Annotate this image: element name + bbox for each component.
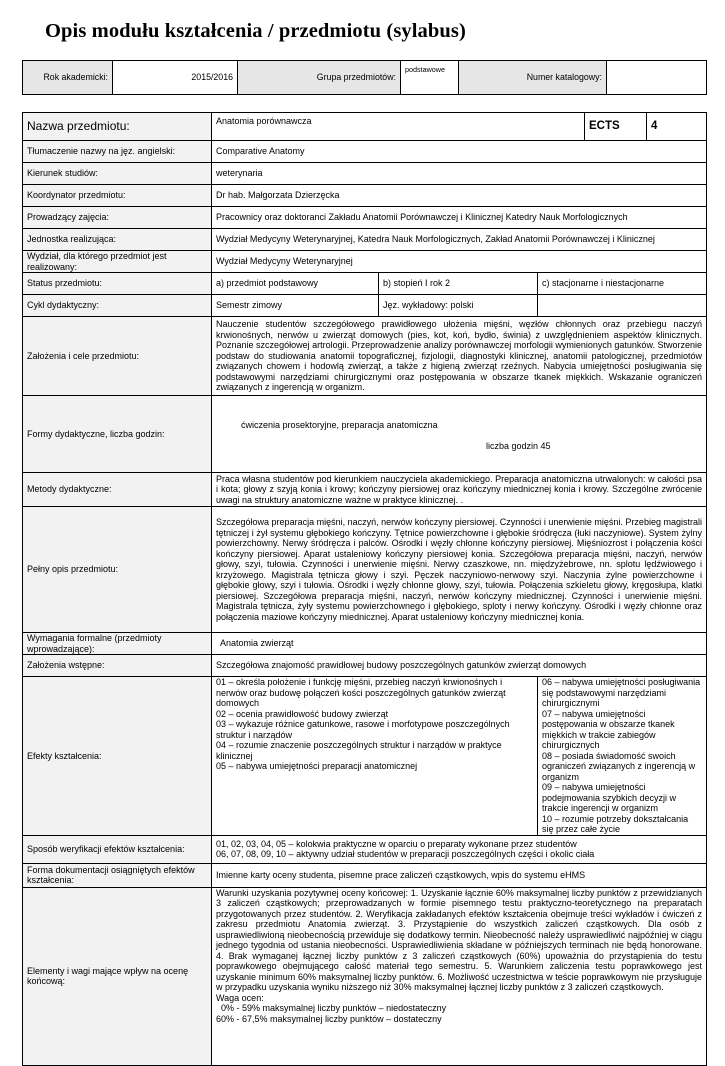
header-table (22, 60, 707, 95)
syllabus-table (22, 112, 707, 1066)
efekt-05: 05 – nabywa umiejętności preparacji anatomicznej (216, 761, 418, 771)
zalozenia-value: Nauczenie studentów szczegółowego prawidłowego ułożenia mięśni, węzłów chłonnych oraz przebiegu naczyń krwionośnych, nerwów u zwierząt domowych (pies, kot, koń, bydło, świnia) z uwzględnieniem aspektów klinicznych. Poznanie szczegółowej artrologii. Przeprowadzenie analizy porównawczej morfologii wymienionych gatunków. Stworzenie podstaw do studiowania anatomii topograficznej, fizjologii, diagnostyki klinicznej, anatomii patologicznej, przedmiotów związanych chowem i hodowlą zwierząt, a także z higieną zwierząt rzeźnych. Nabycia umiejętności posługiwania się podstawowymi narzędziami chirurgicznymi oraz postępowania w obszarze tkanek miękkich. Wskazanie ograniczeń związanych z ingerencją w organizm. (212, 317, 707, 396)
status-c: c) stacjonarne i niestacjonarne (538, 273, 707, 295)
ects-label: ECTS (585, 113, 647, 141)
nazwa-value: Anatomia porównawcza (212, 113, 585, 141)
forma-value: Imienne karty oceny studenta, pisemne prace zaliczeń cząstkowych, wpis do systemu eHMS (212, 863, 707, 887)
koordynator-value: Dr hab. Małgorzata Dzierzęcka (212, 185, 707, 207)
numer-value (607, 61, 707, 95)
formy-cell (212, 396, 707, 473)
sposob-line-2: 06, 07, 08, 09, 10 – aktywny udział studentów w preparacji poszczególnych części i okolic ciała (216, 849, 595, 859)
efekt-01: 01 – określa położenie i funkcję mięśni, przebieg naczyń krwionośnych i nerwów oraz budowę połączeń kości poszczególnych gatunków zwierząt domowych (216, 677, 506, 708)
metody-value: Praca własna studentów pod kierunkiem nauczyciela akademickiego. Preparacja anatomiczna utrwalonych: w całości psa i kota; głowy z szyją konia i krowy; kończyny piersiowej oraz kończyny miednicznej konia i krowy. Szczególne zwrócenie uwagi na struktury anatomiczne ważne w praktyce klinicznej. . (212, 473, 707, 507)
ects-value: 4 (647, 113, 707, 141)
koordynator-label: Koordynator przedmiotu: (23, 185, 212, 207)
cykl-value: Semestr zimowy (212, 295, 379, 317)
efekt-07: 07 – nabywa umiejętności postępowania w obszarze tkanek miękkich w trakcie zabiegów chirurgicznych (542, 708, 675, 750)
kierunek-label: Kierunek studiów: (23, 163, 212, 185)
formy-value: ćwiczenia prosektoryjne, preparacja anatomiczna (241, 420, 438, 430)
efekt-06: 06 – nabywa umiejętności posługiwania się podstawowymi narzędziami chirurgicznymi (542, 677, 701, 708)
sposob-line-1: 01, 02, 03, 04, 05 – kolokwia praktyczne w oparciu o preparaty wykonane przez studentów (216, 838, 577, 849)
wstepne-label: Założenia wstępne: (23, 655, 212, 677)
efekt-09: 09 – nabywa umiejętności podejmowania szybkich decyzji w trakcie ingerencji w organizm (542, 782, 677, 813)
efekt-02: 02 – ocenia prawidłowość budowy zwierząt (216, 708, 389, 719)
status-a: a) przedmiot podstawowy (212, 273, 379, 295)
efekt-08: 08 – posiada świadomość swoich ograniczeń związanych z ingerencją w organizm (542, 750, 696, 782)
numer-label: Numer katalogowy: (459, 61, 607, 95)
jednostka-value: Wydział Medycyny Weterynaryjnej, Katedra Nauk Morfologicznych, Zakład Anatomii Porównawczej i Klinicznej (212, 229, 707, 251)
efekt-03: 03 – wykazuje różnice gatunkowe, rasowe i morfotypowe poszczególnych struktur i narządów (216, 719, 510, 740)
pelny-label: Pełny opis przedmiotu: (23, 507, 212, 633)
cykl-label: Cykl dydaktyczny: (23, 295, 212, 317)
nazwa-label: Nazwa przedmiotu: (23, 113, 212, 141)
efekty-right-cell (538, 677, 707, 836)
prowadzacy-label: Prowadzący zajęcia: (23, 207, 212, 229)
waga-1: 0% - 59% maksymalnej liczby punktów – niedostateczny (216, 1003, 447, 1013)
jednostka-label: Jednostka realizująca: (23, 229, 212, 251)
metody-label: Metody dydaktyczne: (23, 473, 212, 507)
jezyk-value: Jęz. wykładowy: polski (379, 295, 538, 317)
rok-value: 2015/2016 (113, 61, 238, 95)
sposob-label: Sposób weryfikacji efektów kształcenia: (23, 835, 212, 863)
formy-godziny: liczba godzin 45 (486, 440, 551, 451)
efekt-10: 10 – rozumie potrzeby dokształcania się przez całe życie (542, 813, 689, 834)
zalozenia-label: Założenia i cele przedmiotu: (23, 317, 212, 396)
grupa-value: podstawowe (401, 61, 459, 95)
elementy-cell (212, 887, 707, 1065)
efekty-label: Efekty kształcenia: (23, 677, 212, 836)
wymagania-label: Wymagania formalne (przedmioty wprowadzające): (23, 633, 212, 655)
rok-label: Rok akademicki: (23, 61, 113, 95)
page-title: Opis modułu kształcenia / przedmiotu (sylabus) (45, 20, 466, 42)
elementy-value: Warunki uzyskania pozytywnej oceny końcowej: 1. Uzyskanie łącznie 60% maksymalnej liczby punktów z przewidzianych 3 zaliczeń cząstkowych; przeprowadzanych w formie pisemnego testu praktyczno-teoretycznego na preparatach przygotowanych przez studentów. 2. Weryfikacja zakładanych efektów kształcenia obejmuje treści wykładów i ćwiczeń z zakresu przedmiotu Anatomia zwierząt. 3. Przystąpienie do wszystkich zaliczeń cząstkowych. Dla osób z usprawiedliwioną nieobecnością przewiduje się dodatkowy termin. Nieobecność należy usprawiedliwić najpóźniej w ciągu jednego tygodnia od ustania nieobecności. Usprawiedliwienia składane w późniejszych terminach nie będą honorowane. 4. Brak wymaganej łącznej liczby punktów z 3 zaliczeń cząstkowych (60%) upoważnia do przystąpienia do testu poprawkowego obejmującego całość materiał tego semestru. 5. Warunkiem zaliczenia testu poprawkowego jest uzyskanie minimum 60% maksymalnej liczby punktów. 6. Możliwość uczestnictwa w teście poprawkowym nie przysługuje w przypadku uzyskania wyniku niższego niż 30% maksymalnej łącznej liczby punktów z 3 zaliczeń cząstkowych. (216, 887, 702, 992)
efekt-04: 04 – rozumie znaczenie poszczególnych struktur i narządów w praktyce klinicznej (216, 740, 502, 761)
elementy-label: Elementy i wagi mające wpływ na ocenę końcową: (23, 887, 212, 1065)
waga-label: Waga ocen: (216, 992, 264, 1003)
tlumaczenie-label: Tłumaczenie nazwy na jęz. angielski: (23, 141, 212, 163)
forma-label: Forma dokumentacji osiągniętych efektów kształcenia: (23, 863, 212, 887)
kierunek-value: weterynaria (212, 163, 707, 185)
grupa-label: Grupa przedmiotów: (238, 61, 401, 95)
efekty-left-cell (212, 677, 538, 836)
waga-2: 60% - 67,5% maksymalnej liczby punktów – dostateczny (216, 1013, 442, 1024)
cykl-empty (538, 295, 707, 317)
wydzial-value: Wydział Medycyny Weterynaryjnej (212, 251, 707, 273)
formy-label: Formy dydaktyczne, liczba godzin: (23, 396, 212, 473)
pelny-value: Szczegółowa preparacja mięśni, naczyń, nerwów kończyny piersiowej. Czynności i unerwienie mięśni. Przebieg magistrali tętniczej i żył systemu głębokiego kończyny. Tętnice powierzchowne i głębokie śródręcza (łuki naczyniowe). System żylny powierzchowny. Nerwy śródręcza i palców. Ośrodki i węzły chłonne kończyny piersiowej. Mięśniozrost i połączenia kości kończyny piersiowej. Aparat ustaleniowy kończyny piersiowej konia. Szczegółowa preparacja mięśni, naczyń, nerwów głowy, szyi, tułowia. Czynności i unerwienie mięśni. Nerwy czaszkowe, nn. międzyżebrowe, nn. splotu lędźwiowego i krzyżowego. Magistrala tętnicza głowy i szyi. Pęczek naczyniowo-nerwowy szyi. Naczynia żylne powierzchowne i głębokie głowy, szyi i tułowia. Ośrodki i węzły chłonne głowy, szyi, tułowia. Połączenia szkieletu głowy, kręgosłupa, klatki piersiowej. Szczegółowa preparacja mięśni, naczyń, nerwów kończyny miednicznej. Czynności i unerwienie mięśni. Magistrala tętnicza, żyły systemu powierzchownego i głębokiego, sploty i nerwy kończyny. Ośrodki i węzły chłonne oraz połączenia maziowe kończyny miednicznej. Aparat ustaleniowy kończyny miednicznej konia. (212, 507, 707, 633)
sposob-cell (212, 835, 707, 863)
wstepne-value: Szczegółowa znajomość prawidłowej budowy poszczególnych gatunków zwierząt domowych (212, 655, 707, 677)
wydzial-label: Wydział, dla którego przedmiot jest realizowany: (23, 251, 212, 273)
status-label: Status przedmiotu: (23, 273, 212, 295)
status-b: b) stopień I rok 2 (379, 273, 538, 295)
tlumaczenie-value: Comparative Anatomy (212, 141, 707, 163)
prowadzacy-value: Pracownicy oraz doktoranci Zakładu Anatomii Porównawczej i Klinicznej Katedry Nauk Morfologicznych (212, 207, 707, 229)
wymagania-value: Anatomia zwierząt (212, 633, 707, 655)
